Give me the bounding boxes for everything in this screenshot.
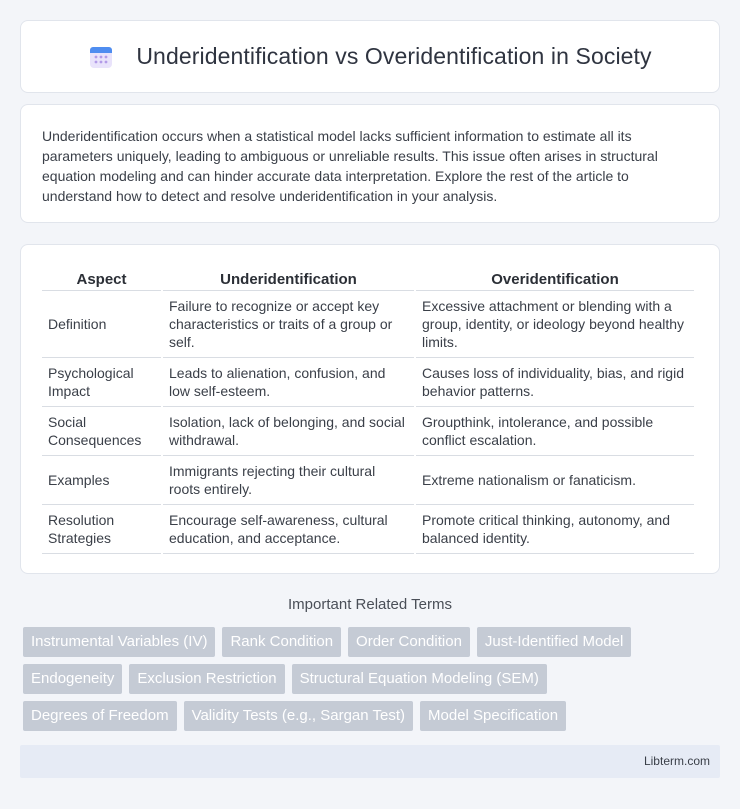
- table-row: [42, 358, 694, 407]
- tag-row: [23, 627, 723, 657]
- table-row: [42, 291, 694, 358]
- header-card: [20, 20, 720, 93]
- header-aspect: Aspect: [42, 265, 161, 291]
- tag-validity-tests[interactable]: Validity Tests (e.g., Sargan Test): [184, 701, 413, 731]
- comparison-table: [40, 265, 696, 554]
- tag-just-identified-model[interactable]: Just-Identified Model: [477, 627, 631, 657]
- table-row: [42, 505, 694, 554]
- cell-aspect: Psychological Impact: [42, 358, 161, 407]
- related-terms-list: [23, 627, 723, 738]
- cell-over: Groupthink, intolerance, and possible conflict escalation.: [416, 407, 694, 456]
- tag-rank-condition[interactable]: Rank Condition: [222, 627, 341, 657]
- cell-under: Failure to recognize or accept key characteristics or traits of a group or self.: [163, 291, 414, 358]
- cell-over: Extreme nationalism or fanaticism.: [416, 456, 694, 505]
- comparison-table-card: [20, 244, 720, 574]
- cell-under: Encourage self-awareness, cultural education, and acceptance.: [163, 505, 414, 554]
- intro-card: [20, 104, 720, 223]
- header-overidentification: Overidentification: [416, 265, 694, 291]
- page-title: Underidentification vs Overidentification in Society: [136, 43, 652, 69]
- cell-aspect: Definition: [42, 291, 161, 358]
- tag-row: [23, 701, 723, 731]
- header-underidentification: Underidentification: [163, 265, 414, 291]
- cell-under: Leads to alienation, confusion, and low self-esteem.: [163, 358, 414, 407]
- related-terms-title: Important Related Terms: [288, 596, 452, 613]
- tag-degrees-of-freedom[interactable]: Degrees of Freedom: [23, 701, 177, 731]
- tag-row: [23, 664, 723, 694]
- cell-aspect: Examples: [42, 456, 161, 505]
- cell-under: Isolation, lack of belonging, and social withdrawal.: [163, 407, 414, 456]
- tag-structural-equation-modeling[interactable]: Structural Equation Modeling (SEM): [292, 664, 547, 694]
- intro-text: Underidentification occurs when a statistical model lacks sufficient information to estimate all its parameters uniquely, leading to ambiguous or unreliable results. This issue often arises in structural equation modeling and can hinder accurate data interpretation. Explore the rest of the article to understand how to detect and resolve underidentification in your analysis.: [42, 128, 658, 204]
- tag-model-specification[interactable]: Model Specification: [420, 701, 566, 731]
- table-row: [42, 407, 694, 456]
- table-header-row: [42, 265, 694, 291]
- cell-aspect: Resolution Strategies: [42, 505, 161, 554]
- tag-instrumental-variables[interactable]: Instrumental Variables (IV): [23, 627, 215, 657]
- cell-under: Immigrants rejecting their cultural roots entirely.: [163, 456, 414, 505]
- tag-order-condition[interactable]: Order Condition: [348, 627, 470, 657]
- cell-over: Promote critical thinking, autonomy, and balanced identity.: [416, 505, 694, 554]
- footer: [20, 745, 720, 778]
- tag-exclusion-restriction[interactable]: Exclusion Restriction: [129, 664, 284, 694]
- cell-over: Excessive attachment or blending with a group, identity, or ideology beyond healthy limits.: [416, 291, 694, 358]
- footer-site-link[interactable]: Libterm.com: [643, 754, 710, 768]
- tag-endogeneity[interactable]: Endogeneity: [23, 664, 122, 694]
- cell-aspect: Social Consequences: [42, 407, 161, 456]
- cell-over: Causes loss of individuality, bias, and rigid behavior patterns.: [416, 358, 694, 407]
- table-row: [42, 456, 694, 505]
- calendar-grid-icon: [88, 44, 114, 70]
